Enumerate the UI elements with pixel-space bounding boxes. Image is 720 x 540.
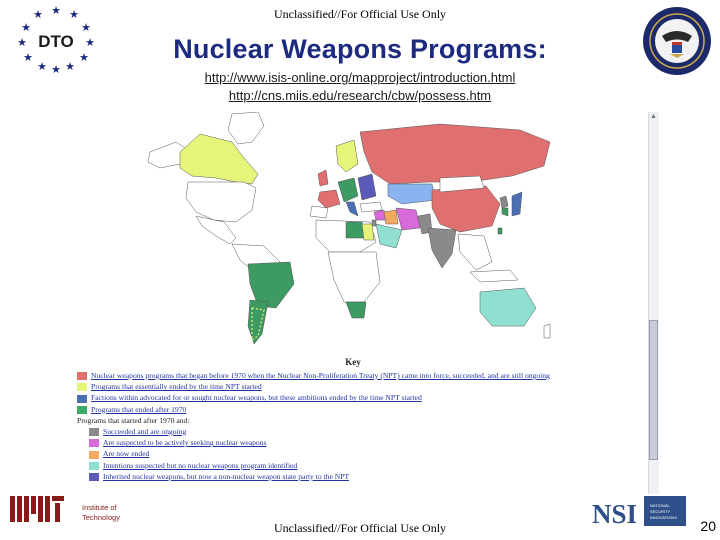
svg-text:★: ★ bbox=[69, 9, 79, 21]
svg-text:★: ★ bbox=[23, 52, 33, 64]
svg-text:★: ★ bbox=[37, 61, 47, 73]
region-argentina bbox=[248, 300, 268, 344]
nsi-logo bbox=[590, 494, 688, 528]
region-syria bbox=[374, 210, 386, 220]
region-taiwan bbox=[498, 228, 502, 234]
classification-banner-bottom: Unclassified//For Official Use Only bbox=[273, 521, 447, 535]
legend-item: Succeeded and are ongoing bbox=[77, 427, 647, 438]
legend-item: Are now ended bbox=[77, 449, 647, 460]
svg-text:★: ★ bbox=[21, 22, 31, 34]
source-link-isis[interactable]: http://www.isis-online.org/mapproject/introduction.html bbox=[204, 70, 516, 85]
region-italy bbox=[346, 202, 358, 216]
region-france bbox=[318, 190, 340, 208]
legend-swatch bbox=[89, 439, 99, 447]
legend-item: Are suspected to be actively seeking nuclear weapons bbox=[77, 438, 647, 449]
svg-text:Technology: Technology bbox=[82, 513, 120, 522]
mit-logo bbox=[6, 492, 126, 536]
source-link-cns[interactable]: http://cns.miis.edu/research/cbw/possess.htm bbox=[228, 88, 492, 103]
region-norway-sweden bbox=[336, 140, 358, 172]
svg-text:★: ★ bbox=[85, 37, 95, 49]
svg-text:NSI: NSI bbox=[592, 499, 638, 528]
region-south-africa bbox=[346, 302, 366, 318]
region-eastern-europe bbox=[358, 174, 376, 200]
region-japan bbox=[512, 192, 522, 216]
svg-text:Institute of: Institute of bbox=[82, 503, 117, 512]
region-turkey bbox=[360, 202, 382, 212]
region-china bbox=[432, 186, 500, 232]
agency-seal-icon bbox=[642, 6, 712, 76]
legend-swatch bbox=[89, 451, 99, 459]
svg-text:★: ★ bbox=[33, 9, 43, 21]
region-greenland bbox=[228, 112, 264, 144]
region-indonesia bbox=[470, 270, 518, 282]
svg-text:★: ★ bbox=[17, 37, 27, 49]
classification-banner-top: Unclassified//For Official Use Only bbox=[273, 7, 447, 21]
scroll-up-icon[interactable]: ▲ bbox=[650, 113, 657, 120]
svg-text:★: ★ bbox=[51, 64, 61, 74]
region-central-europe bbox=[338, 178, 358, 202]
legend-swatch bbox=[89, 428, 99, 436]
scrollbar-thumb[interactable] bbox=[649, 320, 658, 460]
svg-text:★: ★ bbox=[65, 61, 75, 73]
region-russia bbox=[360, 124, 550, 184]
svg-text:SECURITY: SECURITY bbox=[650, 509, 671, 514]
legend-swatch bbox=[77, 383, 87, 391]
svg-text:★: ★ bbox=[79, 52, 89, 64]
region-egypt bbox=[362, 224, 374, 240]
region-australia bbox=[480, 288, 536, 326]
svg-text:★: ★ bbox=[81, 22, 91, 34]
region-saudi bbox=[376, 224, 402, 248]
legend-swatch bbox=[77, 395, 87, 403]
legend-swatch bbox=[89, 473, 99, 481]
legend-item: Inherited nuclear weapons, but now a non-nuclear weapon state party to the NPT bbox=[77, 472, 647, 483]
legend-swatch bbox=[77, 406, 87, 414]
region-iraq bbox=[384, 210, 398, 224]
region-india bbox=[428, 228, 456, 268]
legend-subheading: Programs that started after 1970 and: bbox=[77, 415, 190, 425]
legend-swatch bbox=[89, 462, 99, 470]
map-legend bbox=[77, 371, 647, 483]
legend-swatch bbox=[77, 372, 87, 380]
svg-text:INNOVATIONS: INNOVATIONS bbox=[650, 515, 677, 520]
world-map bbox=[140, 112, 560, 347]
legend-item: Nuclear weapons programs that began before 1970 when the Nuclear Non-Proliferation Treaty (NPT) came into force, succeeded, and are still ongoing bbox=[77, 371, 647, 382]
page-number: 20 bbox=[700, 518, 716, 534]
svg-text:NATIONAL: NATIONAL bbox=[650, 503, 670, 508]
legend-item: Factions within advocated for or sought nuclear weapons, but these ambitions ended by the time NPT started bbox=[77, 393, 647, 404]
region-south-korea bbox=[502, 208, 508, 216]
svg-text:★: ★ bbox=[51, 5, 61, 17]
svg-text:DTO: DTO bbox=[38, 32, 74, 51]
region-spain bbox=[310, 206, 328, 218]
legend-item: Intentions suspected but no nuclear weapons program identified bbox=[77, 461, 647, 472]
legend-item: Programs that essentially ended by the time NPT started bbox=[77, 382, 647, 393]
region-southeast-asia bbox=[458, 234, 492, 270]
region-new-zealand bbox=[544, 324, 550, 338]
region-libya bbox=[346, 222, 364, 238]
region-iran bbox=[396, 208, 420, 230]
region-uk bbox=[318, 170, 328, 186]
legend-item: Programs that ended after 1970 bbox=[77, 405, 647, 416]
region-kazakhstan bbox=[388, 184, 436, 204]
legend-title: Key bbox=[345, 357, 361, 367]
region-central-africa bbox=[328, 252, 380, 302]
region-israel bbox=[372, 220, 376, 226]
dto-logo bbox=[8, 4, 104, 74]
region-north-korea bbox=[500, 196, 508, 208]
page-title: Nuclear Weapons Programs: bbox=[173, 34, 547, 64]
